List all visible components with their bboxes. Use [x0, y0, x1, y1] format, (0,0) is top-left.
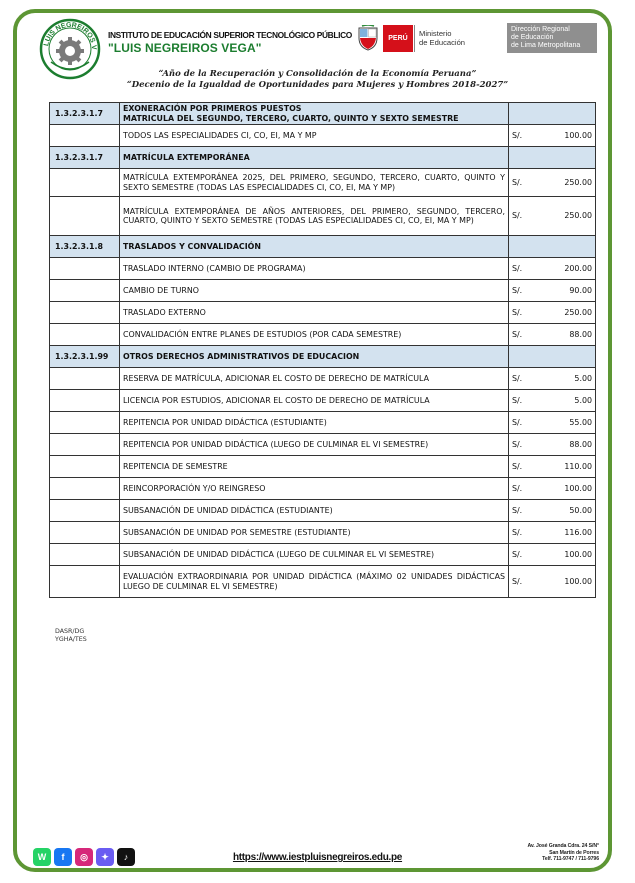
currency-label: S/.: [512, 439, 523, 449]
table-row: [50, 522, 596, 544]
section-code: 1.3.2.3.1.99: [50, 346, 120, 368]
fee-amount: 116.00: [564, 527, 592, 537]
currency-label: S/.: [512, 461, 523, 471]
table-row: [50, 456, 596, 478]
fee-description: TRASLADO INTERNO (CAMBIO DE PROGRAMA): [120, 258, 509, 280]
peru-coat-of-arms-icon: [357, 25, 379, 51]
fee-description: CAMBIO DE TURNO: [120, 280, 509, 302]
section-title-line: MATRICULA DEL SEGUNDO, TERCERO, CUARTO, QUINTO Y SEXTO SEMESTRE: [123, 113, 459, 123]
fee-description: EVALUACIÓN EXTRAORDINARIA POR UNIDAD DIDÁCTICA (MÁXIMO 02 UNIDADES DIDÁCTICAS LUEGO DE CULMINAR EL VI SEMESTRE): [120, 566, 509, 598]
website-link[interactable]: https://www.iestpluisnegreiros.edu.pe: [232, 852, 403, 863]
fee-description: SUBSANACIÓN DE UNIDAD POR SEMESTRE (ESTUDIANTE): [120, 522, 509, 544]
section-code: 1.3.2.3.1.7: [50, 147, 120, 169]
signature-ref-line: YGHA/TES: [55, 635, 87, 643]
address-line: San Martín de Porres: [549, 849, 599, 856]
peru-label: PERÚ: [383, 25, 413, 52]
fee-amount: 88.00: [569, 329, 592, 339]
fee-amount: 5.00: [574, 373, 592, 383]
fee-amount: 90.00: [569, 285, 592, 295]
official-mottos: [0, 69, 635, 91]
currency-label: S/.: [512, 211, 523, 221]
fee-description: MATRÍCULA EXTEMPORÁNEA 2025, DEL PRIMERO, SEGUNDO, TERCERO, CUARTO, QUINTO Y SEXTO SEMESTRE (TODAS LAS ESPECIALIDADES CI, CO, EI, MA Y MP): [120, 169, 509, 197]
fee-description: LICENCIA POR ESTUDIOS, ADICIONAR EL COSTO DE DERECHO DE MATRÍCULA: [120, 390, 509, 412]
table-row: [50, 258, 596, 280]
instagram-icon[interactable]: ◎: [75, 848, 93, 866]
motto-decade: “Decenio de la Igualdad de Oportunidades para Mujeres y Hombres 2018-2027”: [126, 80, 509, 90]
messenger-icon[interactable]: ✦: [96, 848, 114, 866]
ministry-label: [414, 25, 497, 52]
fee-description: MATRÍCULA EXTEMPORÁNEA DE AÑOS ANTERIORES, DEL PRIMERO, SEGUNDO, TERCERO, CUARTO, QUINTO Y SEXTO SEMESTRE (TODAS LAS ESPECIALIDADES CI, CO, EI, MA Y MP): [120, 197, 509, 236]
address-line: Telf. 711-9747 / 711-9796: [542, 856, 599, 862]
tiktok-icon[interactable]: ♪: [117, 848, 135, 866]
institution-heading: [108, 30, 352, 55]
facebook-icon[interactable]: f: [54, 848, 72, 866]
fee-amount: 200.00: [564, 263, 592, 273]
fee-description: REINCORPORACIÓN Y/O REINGRESO: [120, 478, 509, 500]
section-header-row: [50, 147, 596, 169]
section-title: TRASLADOS Y CONVALIDACIÓN: [120, 236, 509, 258]
motto-year: “Año de la Recuperación y Consolidación de la Economía Peruana”: [158, 69, 477, 79]
table-row: [50, 412, 596, 434]
section-title-line: EXONERACIÓN POR PRIMEROS PUESTOS: [123, 104, 302, 113]
currency-label: S/.: [512, 417, 523, 427]
table-row: [50, 324, 596, 346]
fee-description: REPITENCIA DE SEMESTRE: [120, 456, 509, 478]
table-row: [50, 544, 596, 566]
table-row: [50, 280, 596, 302]
section-header-row: [50, 346, 596, 368]
table-row: [50, 390, 596, 412]
currency-label: S/.: [512, 576, 523, 586]
section-header-row: [50, 103, 596, 125]
table-row: [50, 478, 596, 500]
fee-amount: 100.00: [564, 130, 592, 140]
fee-amount: 88.00: [569, 439, 592, 449]
fee-description: CONVALIDACIÓN ENTRE PLANES DE ESTUDIOS (POR CADA SEMESTRE): [120, 324, 509, 346]
fee-description: REPITENCIA POR UNIDAD DIDÁCTICA (ESTUDIANTE): [120, 412, 509, 434]
table-row: [50, 500, 596, 522]
ministry-line: Ministerio: [419, 29, 452, 38]
currency-label: S/.: [512, 395, 523, 405]
address-block: [527, 843, 599, 863]
regional-line: de Lima Metropolitana: [511, 42, 581, 49]
table-row: [50, 197, 596, 236]
address-line: Av. José Granda Cdra. 24 S/N°: [527, 843, 599, 849]
currency-label: S/.: [512, 505, 523, 515]
whatsapp-icon[interactable]: W: [33, 848, 51, 866]
regional-line: Dirección Regional: [511, 26, 570, 33]
currency-label: S/.: [512, 130, 523, 140]
fee-description: RESERVA DE MATRÍCULA, ADICIONAR EL COSTO DE DERECHO DE MATRÍCULA: [120, 368, 509, 390]
currency-label: S/.: [512, 177, 523, 187]
currency-label: S/.: [512, 483, 523, 493]
fee-description: TODOS LAS ESPECIALIDADES CI, CO, EI, MA Y MP: [120, 125, 509, 147]
section-title: OTROS DERECHOS ADMINISTRATIVOS DE EDUCACION: [120, 346, 509, 368]
fee-description: SUBSANACIÓN DE UNIDAD DIDÁCTICA (LUEGO DE CULMINAR EL VI SEMESTRE): [120, 544, 509, 566]
fee-amount: 250.00: [564, 307, 592, 317]
fee-amount: 55.00: [569, 417, 592, 427]
currency-label: S/.: [512, 263, 523, 273]
fee-amount: 50.00: [569, 505, 592, 515]
currency-label: S/.: [512, 527, 523, 537]
table-row: [50, 125, 596, 147]
signature-references: [55, 628, 87, 643]
fee-description: REPITENCIA POR UNIDAD DIDÁCTICA (LUEGO DE CULMINAR EL VI SEMESTRE): [120, 434, 509, 456]
institution-name: INSTITUTO DE EDUCACIÓN SUPERIOR TECNOLÓGICO PÚBLICO: [108, 30, 352, 40]
signature-ref-line: DASR/DG: [55, 628, 85, 635]
regional-directorate-label: [507, 23, 597, 53]
section-code: 1.3.2.3.1.8: [50, 236, 120, 258]
fee-amount: 100.00: [564, 483, 592, 493]
currency-label: S/.: [512, 307, 523, 317]
fee-amount: 5.00: [574, 395, 592, 405]
currency-label: S/.: [512, 373, 523, 383]
section-code: 1.3.2.3.1.7: [50, 103, 120, 125]
fee-amount: 250.00: [564, 211, 592, 221]
fees-table: [49, 102, 596, 598]
fee-amount: 110.00: [564, 461, 592, 471]
table-row: [50, 169, 596, 197]
ministry-line: de Educación: [419, 38, 466, 47]
svg-text:LUIS NEGREIROS VEGA: LUIS NEGREIROS V: [43, 21, 98, 50]
table-row: [50, 566, 596, 598]
table-row: [50, 302, 596, 324]
fee-amount: 100.00: [564, 549, 592, 559]
fee-amount: 100.00: [564, 576, 592, 586]
section-title: MATRÍCULA EXTEMPORÁNEA: [120, 147, 509, 169]
institution-brand: "LUIS NEGREIROS VEGA": [108, 41, 262, 55]
fee-amount: 250.00: [564, 177, 592, 187]
currency-label: S/.: [512, 329, 523, 339]
section-header-row: [50, 236, 596, 258]
section-title: [120, 103, 509, 125]
table-row: [50, 434, 596, 456]
fee-description: SUBSANACIÓN DE UNIDAD DIDÁCTICA (ESTUDIANTE): [120, 500, 509, 522]
currency-label: S/.: [512, 285, 523, 295]
fee-description: TRASLADO EXTERNO: [120, 302, 509, 324]
table-row: [50, 368, 596, 390]
currency-label: S/.: [512, 549, 523, 559]
regional-line: de Educación: [511, 34, 554, 41]
